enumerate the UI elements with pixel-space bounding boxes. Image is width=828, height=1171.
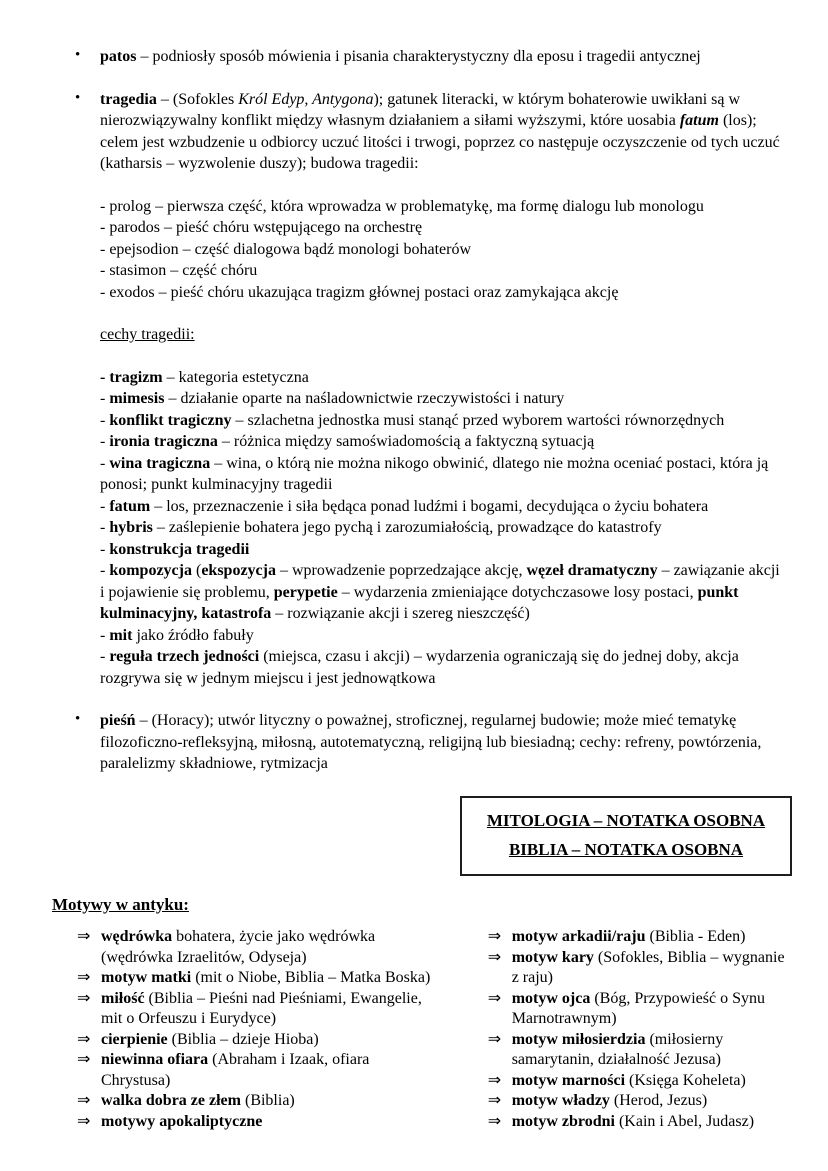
tragedy-structure-line: - exodos – pieść chóru ukazująca tragizm głównej postaci oraz zamykająca akcję xyxy=(100,283,619,301)
features-heading-text: cechy tragedii: xyxy=(100,326,195,343)
motifs-heading: Motywy w antyku: xyxy=(52,894,189,914)
double-arrow-icon: ⇒ xyxy=(487,989,502,1007)
feature-item: - kompozycja (ekspozycja – wprowadzenie poprzedzające akcję, węzeł dramatyczny – zawiązanie akcji i pojawienie się problemu, perypetie – wydarzenia zmieniające dotychczasowe losy postaci, punkt kulminacyjny, katastrofa – rozwiązanie akcji i szereg nieszczęść) xyxy=(100,562,780,622)
tragedy-structure-line: - parodos – pieść chóru wstępującego na orchestrę xyxy=(100,219,423,236)
double-arrow-icon: ⇒ xyxy=(77,1092,91,1109)
feature-item: - tragizm – kategoria estetyczna xyxy=(100,368,309,386)
tragedy-structure-list xyxy=(52,196,788,304)
double-arrow-icon: ⇒ xyxy=(77,928,91,945)
motif-text: motyw matki (mit o Niobe, Biblia – Matka Boska) xyxy=(101,969,431,986)
definition-text: tragedia – (Sofokles Król Edyp, Antygona); gatunek literacki, w którym bohaterowie uwikłani są w nierozwiązywalny konflikt między własnym działaniem a siłami wyższymi, które uosabia fatum (los); celem jest wzbudzenie u odbiorcy uczuć litości i trwogi, poprzez co następuje oczyszczenie od tych uczuć (katharsis – wyzwolenie duszy); budowa tragedii: xyxy=(100,90,780,172)
double-arrow-icon: ⇒ xyxy=(77,989,91,1007)
features-heading xyxy=(52,324,788,346)
double-arrow-icon: ⇒ xyxy=(487,928,502,945)
feature-item: - reguła trzech jedności (miejsca, czasu i akcji) – wydarzenia ograniczają się do jednej doby, akcja rozgrywa się w jednym miejscu i jest jednowątkowa xyxy=(100,648,739,687)
motif-text: motyw kary (Sofokles, Biblia – wygnanie z raju) xyxy=(511,948,785,986)
double-arrow-icon: ⇒ xyxy=(77,1030,91,1048)
definitions-list xyxy=(52,46,788,175)
tragedy-structure-line: - prolog – pierwsza część, która wprowadza w problematykę, ma formę dialogu lub monologu xyxy=(100,197,704,215)
definition-item xyxy=(52,46,788,68)
motif-text: niewinna ofiara (Abraham i Izaak, ofiara Chrystusa) xyxy=(101,1051,370,1089)
motif-item xyxy=(77,927,440,968)
feature-item: - fatum – los, przeznaczenie i siła będąca ponad ludźmi i bogami, decydująca o życiu bohatera xyxy=(100,497,709,515)
bullet-icon: • xyxy=(75,47,81,63)
note-box-line: MITOLOGIA – NOTATKA OSOBNA xyxy=(486,810,766,830)
definition-item-piesn xyxy=(52,710,788,775)
motif-text: motyw władzy (Herod, Jezus) xyxy=(511,1092,708,1109)
motif-item xyxy=(77,1091,440,1112)
definition-text: pieśń – (Horacy); utwór lityczny o poważnej, stroficznej, regularnej budowie; może mieć tematykę filozoficzno-refleksyjną, miłosną, autotematyczną, religijną lub biesiadną; cechy: refreny, powtórzenia, paralelizmy składniowe, rytmizacja xyxy=(100,712,762,772)
motif-text: miłość (Biblia – Pieśni nad Pieśniami, Ewangelie, mit o Orfeuszu i Eurydyce) xyxy=(101,989,422,1027)
definition-text: patos – podniosły sposób mówienia i pisania charakterystyczny dla eposu i tragedii antycznej xyxy=(100,48,701,65)
motif-item xyxy=(77,1030,440,1051)
feature-item: - hybris – zaślepienie bohatera jego pychą i zarozumiałością, prowadzące do katastrofy xyxy=(100,519,662,536)
motif-item xyxy=(488,948,788,989)
motifs-column-left xyxy=(77,927,440,1132)
motif-item xyxy=(488,1091,788,1112)
motif-item xyxy=(488,1030,788,1071)
motif-item xyxy=(77,1112,440,1133)
motifs-column-right xyxy=(488,927,788,1132)
motifs-columns xyxy=(77,927,788,1132)
definition-item xyxy=(52,89,788,175)
feature-item: - konflikt tragiczny – szlachetna jednostka musi stanąć przed wyborem wartości równorzędnych xyxy=(100,411,725,429)
double-arrow-icon: ⇒ xyxy=(77,969,91,986)
motif-item xyxy=(488,989,788,1030)
motif-item xyxy=(488,1112,788,1133)
motif-text: motyw marności (Księga Koheleta) xyxy=(511,1071,746,1089)
double-arrow-icon: ⇒ xyxy=(487,1112,502,1130)
motif-text: motyw arkadii/raju (Biblia - Eden) xyxy=(511,928,746,945)
double-arrow-icon: ⇒ xyxy=(487,1071,502,1089)
feature-item: - konstrukcja tragedii xyxy=(100,540,250,558)
features-list xyxy=(52,367,788,690)
feature-item: - mit jako źródło fabuły xyxy=(100,626,254,644)
motif-item xyxy=(77,1050,440,1091)
bullet-icon: • xyxy=(75,711,81,727)
motif-text: motyw zbrodni (Kain i Abel, Judasz) xyxy=(511,1112,755,1130)
double-arrow-icon: ⇒ xyxy=(77,1051,91,1068)
motif-item xyxy=(77,989,440,1030)
feature-item: - mimesis – działanie oparte na naśladownictwie rzeczywistości i natury xyxy=(100,390,565,407)
double-arrow-icon: ⇒ xyxy=(487,948,502,966)
feature-item: - ironia tragiczna – różnica między samoświadomością a faktyczną sytuacją xyxy=(100,433,595,450)
motif-text: wędrówka bohatera, życie jako wędrówka (wędrówka Izraelitów, Odyseja) xyxy=(101,928,376,966)
note-box-line: BIBLIA – NOTATKA OSOBNA xyxy=(508,839,744,859)
motif-text: motyw miłosierdzia (miłosierny samarytanin, działalność Jezusa) xyxy=(511,1030,724,1068)
motif-text: cierpienie (Biblia – dzieje Hioba) xyxy=(101,1030,319,1048)
feature-item: - wina tragiczna – wina, o którą nie można nikogo obwinić, dlatego nie można oceniać postaci, która ją ponosi; punkt kulminacyjny tragedii xyxy=(100,454,769,493)
motif-item xyxy=(488,927,788,948)
motif-text: walka dobra ze złem (Biblia) xyxy=(101,1092,295,1109)
tragedy-structure-line: - stasimon – część chóru xyxy=(100,262,258,279)
note-box xyxy=(460,796,792,876)
motif-item xyxy=(77,968,440,989)
motif-item xyxy=(488,1071,788,1092)
tragedy-structure-line: - epejsodion – część dialogowa bądź monologi bohaterów xyxy=(100,240,471,258)
motif-text: motywy apokaliptyczne xyxy=(101,1112,263,1130)
double-arrow-icon: ⇒ xyxy=(487,1030,502,1048)
double-arrow-icon: ⇒ xyxy=(487,1092,502,1109)
double-arrow-icon: ⇒ xyxy=(77,1112,91,1130)
bullet-icon: • xyxy=(75,89,81,106)
motif-text: motyw ojca (Bóg, Przypowieść o Synu Marnotrawnym) xyxy=(511,989,765,1027)
